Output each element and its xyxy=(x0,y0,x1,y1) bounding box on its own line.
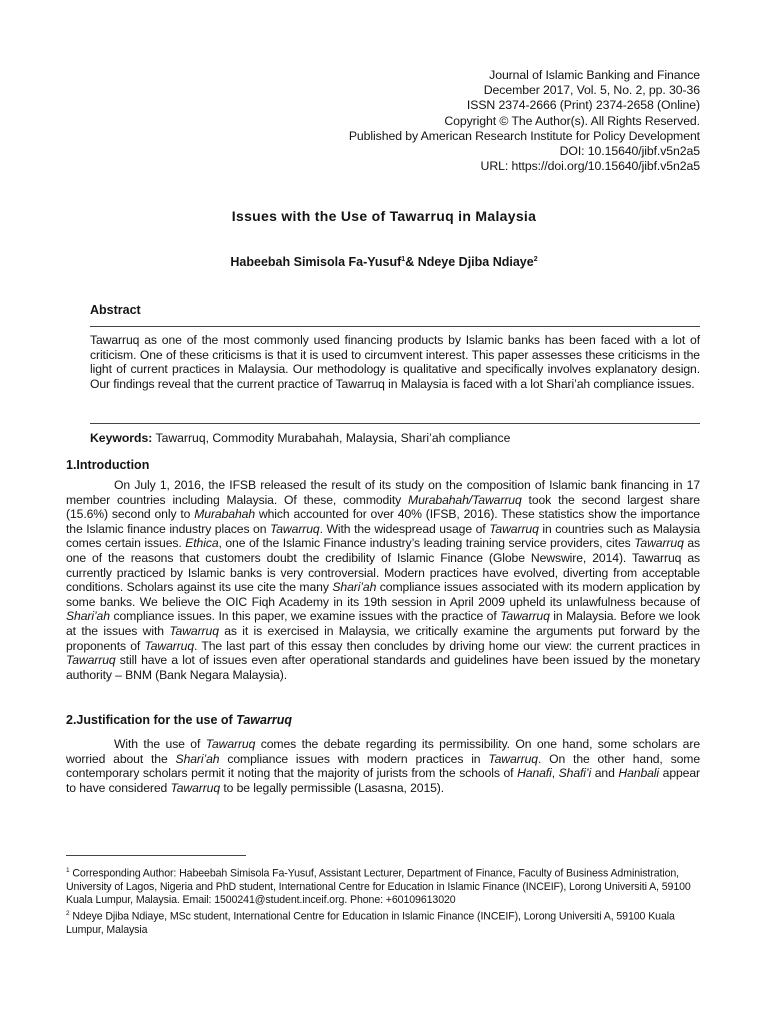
section-2-heading-italic: Tawarruq xyxy=(236,713,292,727)
section-1-paragraph xyxy=(66,478,700,682)
header-url[interactable]: URL: https://doi.org/10.15640/jibf.v5n2a5 xyxy=(480,159,700,174)
text-run: , xyxy=(551,766,559,781)
text-run: in Malaysia. Before we look at the issues with xyxy=(66,609,700,638)
text-run: . With the widespread usage of xyxy=(319,521,490,536)
author-1-footnote-mark[interactable]: 1 xyxy=(401,255,406,263)
italic-term: Shari’ah xyxy=(175,751,220,766)
italic-term: Hanbali xyxy=(618,766,660,781)
author-joiner: & xyxy=(405,255,418,269)
italic-term: Tawarruq xyxy=(489,521,539,536)
footnote-2-text: Ndeye Djiba Ndiaye, MSc student, International Centre for Education in Islamic Finance (INCEIF), Lorong Universiti A, 59100 Kuala Lumpur, Malaysia xyxy=(66,910,675,936)
author-1: Habeebah Simisola Fa-Yusuf xyxy=(230,255,402,269)
section-2-paragraph xyxy=(66,737,700,795)
text-run: . On the other hand, some contemporary scholars permit it noting that the majority of jurists from the schools of xyxy=(66,751,700,781)
text-run: as it is exercised in Malaysia, we critically examine the arguments put forward by the proponents of xyxy=(66,623,700,653)
footnote-2 xyxy=(66,907,700,937)
italic-term: Tawarruq xyxy=(170,780,221,795)
footnote-1 xyxy=(66,864,700,908)
author-line xyxy=(0,255,768,269)
italic-term: Tawarruq xyxy=(634,536,684,551)
italic-term: Tawarruq xyxy=(270,521,320,536)
italic-term: Ethica xyxy=(185,536,219,551)
italic-term: Murabahah/Tawarruq xyxy=(408,492,522,507)
text-run: compliance issues associated with its modern application by some banks. We believe the OIC Fiqh Academy in its 19th session in April 2009 upheld its unlawfulness because of xyxy=(66,580,700,609)
abstract-heading: Abstract xyxy=(90,303,141,317)
section-1-body xyxy=(66,478,700,682)
text-run: On July 1, 2016, the IFSB released the result of its study on the composition of Islamic bank financing in 17 member countries including Malaysia. Of these, commodity xyxy=(66,478,700,507)
italic-term: Shari’ah xyxy=(66,609,110,624)
text-run: took the second largest share (15.6%) second only to xyxy=(66,492,700,522)
author-2-footnote-mark[interactable]: 2 xyxy=(533,255,538,263)
footnote-rule xyxy=(66,855,246,856)
keywords xyxy=(90,431,700,445)
text-run: . The last part of this essay then concludes by driving home our view: the current practices in xyxy=(194,638,700,653)
text-run: compliance issues. In this paper, we examine issues with the practice of xyxy=(109,609,501,624)
paper-title: Issues with the Use of Tawarruq in Malaysia xyxy=(231,208,537,224)
keywords-text: Tawarruq, Commodity Murabahah, Malaysia, Shari’ah compliance xyxy=(152,431,511,445)
abstract-top-rule xyxy=(90,326,700,327)
journal-header xyxy=(349,68,700,174)
text-run: compliance issues with modern practices in xyxy=(219,751,489,766)
abstract-bottom-rule xyxy=(90,423,700,424)
section-2-body xyxy=(66,737,700,795)
italic-term: Shafi’i xyxy=(558,766,592,781)
italic-term: Tawarruq xyxy=(500,609,550,624)
author-2: Ndeye Djiba Ndiaye xyxy=(417,255,534,269)
keywords-label: Keywords: xyxy=(90,431,153,445)
text-run: With the use of xyxy=(114,737,206,751)
header-journal-name: Journal of Islamic Banking and Finance xyxy=(489,68,700,82)
text-run: still have a lot of issues even after operational standards and guidelines have been issued by the monetary authority – BNM (Bank Negara Malaysia). xyxy=(66,653,700,682)
header-publisher: Published by American Research Institute for Policy Development xyxy=(348,128,700,143)
header-doi: DOI: 10.15640/jibf.v5n2a5 xyxy=(559,144,700,159)
abstract-text: Tawarruq as one of the most commonly used financing products by Islamic banks has been faced with a lot of criticism. One of these criticisms is that it is used to circumvent interest. This paper assesses these criticisms in the light of current practices in Malaysia. Our methodology is qualitative and specifically involves explanatory design. Our findings reveal that the current practice of Tawarruq in Malaysia is faced with a lot Shari’ah compliance issues. xyxy=(90,333,700,391)
italic-term: Tawarruq xyxy=(144,638,195,653)
text-run: in countries such as Malaysia comes certain issues. xyxy=(66,521,700,551)
text-run: comes the debate regarding its permissibility. On one hand, some scholars are worried about the xyxy=(66,737,700,766)
italic-term: Tawarruq xyxy=(66,653,116,668)
text-run: appear to have considered xyxy=(66,766,700,795)
italic-term: Shari’ah xyxy=(332,580,377,595)
text-run: , one of the Islamic Finance industry’s leading training service providers, cites xyxy=(218,536,635,551)
text-run: as one of the reasons that customers doubt the credibility of Islamic Finance (Globe Newswire, 2014). Tawarruq as currently practiced by Islamic banks is very controversial. Modern practices have evolved, diverting from acceptable conditions. Scholars against its use cite the many xyxy=(66,536,700,595)
text-run: which accounted for over 40% (IFSB, 2016). These statistics show the importance the Islamic finance industry places on xyxy=(66,507,700,536)
section-1-heading: 1.Introduction xyxy=(66,458,150,472)
section-2-heading xyxy=(66,713,292,727)
text-run: and xyxy=(591,766,619,781)
footnote-1-text: Corresponding Author: Habeebah Simisola Fa-Yusuf, Assistant Lecturer, Department of Finance, Faculty of Business Administration, University of Lagos, Nigeria and PhD student, International Centre for Education in Islamic Finance (INCEIF), Lorong Universiti A, 59100 Kuala Lumpur, Malaysia. Email: 1500241@student.inceif.org. Phone: +60109613020 xyxy=(66,867,691,907)
italic-term: Hanafi xyxy=(517,766,552,781)
italic-term: Tawarruq xyxy=(488,751,538,766)
italic-term: Tawarruq xyxy=(205,737,256,751)
header-issn: ISSN 2374-2666 (Print) 2374-2658 (Online) xyxy=(466,98,700,113)
italic-term: Murabahah xyxy=(194,507,255,522)
text-run: to be legally permissible (Lasasna, 2015). xyxy=(220,780,445,795)
footnote-1-mark: 1 xyxy=(66,867,70,874)
section-2-heading-text: 2.Justification for the use of xyxy=(66,713,237,727)
header-copyright: Copyright © The Author(s). All Rights Reserved. xyxy=(444,113,700,128)
footnote-2-mark: 2 xyxy=(66,910,70,917)
italic-term: Tawarruq xyxy=(169,623,219,638)
header-issue: December 2017, Vol. 5, No. 2, pp. 30-36 xyxy=(483,83,700,98)
